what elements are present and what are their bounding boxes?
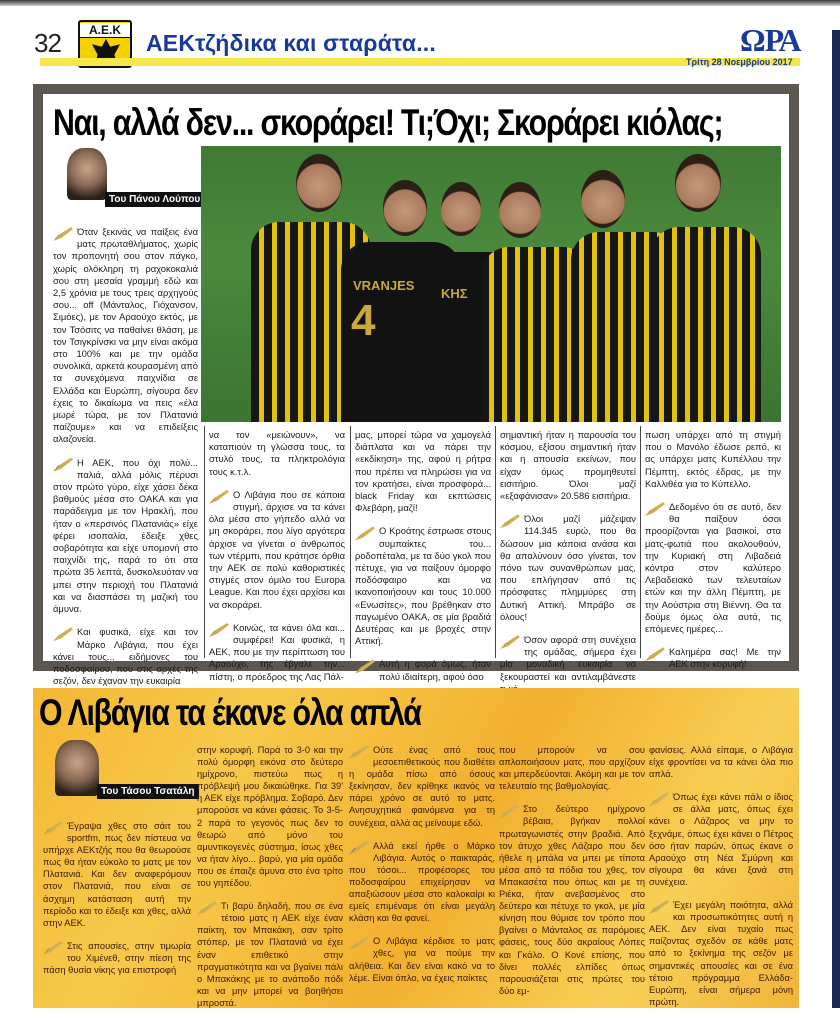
jersey-name: VRANJES xyxy=(353,278,415,293)
author-avatar xyxy=(55,740,99,796)
article-main xyxy=(33,84,799,687)
player-figure xyxy=(651,227,761,422)
pen-icon xyxy=(645,502,665,516)
article-secondary-column-5 xyxy=(649,744,793,1019)
page-edge-bar xyxy=(832,30,840,1014)
paragraph: πωση υπάρχει από τη στιγμή που ο Μανόλο έδωσε ρεπό, κι ας υπάρχει ματς Κυπέλλου την Πέμπτη, εκτός έδρας, με την Καλλιθέα για το Κύπελλο. xyxy=(645,429,781,489)
player-head xyxy=(675,154,721,212)
paragraph: Αλλά εκεί ήρθε ο Μάρκο Λιβάγια. Αυτός ο παικταράς, που τόσοι... προφέσορες του ποδοσφαίρου επιχείρησαν να απαξιώσουν μέσα στο καλοκαίρι κι εμείς επιμέναμε ότι είναι μεγάλη κλάση και θα φανεί. xyxy=(349,840,495,924)
article-secondary-column-2 xyxy=(197,744,343,1020)
paragraph: Κοινώς, τα κάνει όλα και... συμφέρει! Και φυσικά, η ΑΕΚ, που με την περίπτωση του Αραούχο, της έβγαλε την... πίστη, ο πρόεδρος της Λας Πάλ- xyxy=(209,621,345,682)
paragraph: Έγραψα χθες στο σάιτ του sportfm, πως δεν πίστευα να υπήρχε ΑΕΚτζής που θα θεωρούσε πως θα ήταν εύκολο το ματς με τον Πλατανιά. Και δεν αναφερόμουν στον Πλατανιά, που είναι σε άσχημη κατάσταση αυτή την περίοδο και το έδειξε και χθες, αλλά στην ΑΕΚ. xyxy=(43,821,191,928)
article-main-column-3 xyxy=(355,429,491,694)
pen-icon xyxy=(53,227,73,241)
author-name: Του Πάνου Λούπου xyxy=(105,192,204,207)
paragraph: που μπορούν να σου απλοποιήσουν ματς, που αρχίζουν και μπερδεύονται. Ακόμη και με τον τελευταίο της βαθμολογίας. xyxy=(499,745,645,792)
pen-icon xyxy=(649,900,669,914)
newspaper-brand: ΩΡΑ xyxy=(740,22,801,58)
column-divider xyxy=(350,426,351,658)
paragraph: να τον «μειώνουν», να καταπιούν τη γλώσσα τους, τα στυλό τους, τα πληκτρολόγια τους κ.τ.λ. xyxy=(209,429,345,477)
author-name: Του Τάσου Τσατάλη xyxy=(97,784,199,799)
paragraph: Όλοι μαζί μάζεψαν 114.345 ευρώ, που θα δώσουν μια κάποια ανάσα και θα απαλύνουν όσο γίνεται, τον πόνο των συνανθρώπων μας, που επλήγησαν από τις πρόσφατες πλημμύρες στη Δυτική Αττική. Μπράβο σε όλους! xyxy=(500,513,636,622)
article-main-column-2 xyxy=(209,429,345,694)
pen-icon xyxy=(355,659,375,673)
paragraph: Έχει μεγάλη ποιότητα, αλλά και προσωπικότητες αυτή η ΑΕΚ. Δεν είναι τυχαίο πως παίζοντας σχεδόν σε κάθε ματς από το ξεκίνημα της σεζόν με σημαντικές απουσίες και σε ένα τέτοιο πρόγραμμα Ελλάδα-Ευρώπη, είναι σήμερα μόνη πρώτη. xyxy=(649,900,793,1007)
pen-icon xyxy=(209,490,229,504)
player-head xyxy=(581,170,625,228)
paragraph: σημαντική ήταν η παρουσία του κόσμου, εξίσου σημαντική ήταν και η απουσία εκείνων, που είχαν όμως προμηθευτεί εισιτήριο. Όλοι μαζί «εξαφάνισαν» 20.586 εισιτήρια. xyxy=(500,429,636,502)
issue-date: Τρίτη 28 Νοεμβρίου 2017 xyxy=(686,57,793,67)
paragraph: Αυτή η φορά όμως, ήταν πολύ ιδιαίτερη, αφού όσο xyxy=(355,658,491,682)
paragraph: μας, μπορεί τώρα να χαμογελά διάπλατα και να πάρει την «εκδίκηση» της, αφού η ρήτρα που πρέπει να πληρώσει για να τον κρατήσει, είναι προσφορά... black Friday και εκπτώσεις Φλεβάρη, μαζί! xyxy=(355,429,491,514)
jersey-number: 4 xyxy=(351,296,376,345)
pen-icon xyxy=(349,745,369,759)
paragraph: Ο Κροάτης έστρωσε στους συμπαίκτες του... ροδοπέταλα, με τα δύο γκολ που πέτυχε, για να παίξουν όμορφο ποδόσφαιρο και να ικανοποιήσουν και τους 10.000 «Ενωσίτες», που βρέθηκαν στο παγωμένο ΟΑΚΑ, σε μία βραδιά Δευτέρας και με βροχές στην Αττική. xyxy=(355,525,491,647)
article-secondary-headline: Ο Λιβάγια τα έκανε όλα απλά xyxy=(39,692,421,733)
article-main-column-4 xyxy=(500,429,636,706)
paragraph: Ο Λιβάγια κέρδισε το ματς χθες, για να πούμε την αλήθεια. Και δεν είναι κακό να το λέμε. Είναι όπλο, να έχεις παίκτες xyxy=(349,936,495,983)
aek-logo-text: Α.Ε.Κ xyxy=(80,23,130,38)
article-secondary-column-1 xyxy=(43,820,191,987)
paragraph: Και φυσικά, είχε και τον Μάρκο Λιβάγια, που έχει κάνει τους... ειδήμονες του ποδοσφαίρου, που στις αρχές της σεζόν, δεν έχαναν την ευκαιρία xyxy=(53,626,198,687)
page-bottom-margin xyxy=(0,1008,840,1014)
column-divider xyxy=(640,426,641,658)
pen-icon xyxy=(43,941,63,955)
article-secondary-column-3 xyxy=(349,744,495,995)
pen-icon xyxy=(349,936,369,950)
article-main-headline: Ναι, αλλά δεν... σκοράρει! Τι;Όχι; Σκοράρει κιόλας; xyxy=(53,102,723,143)
pen-icon xyxy=(53,627,73,641)
paragraph: Ο Λιβάγια που σε κάποια στιγμή, άρχισε να τα κάνει όλα μέσα στο γήπεδο αλλά να μη σκοράρει, που λίγο αργότερα άρχισε να γίνεται ο άνθρωπος των ντέρμπι, που κράτησε όρθια την ΑΕΚ σε πολύ καθοριστικές στιγμές στον όμιλο του Europa League. Και που έχει αρχίσει και να σκοράρει. xyxy=(209,488,345,610)
pen-icon xyxy=(349,841,369,855)
jersey-name: ΚΗΣ xyxy=(441,286,468,301)
paragraph: Καλημέρα σας! Με την ΑΕΚ στην κορυφή! xyxy=(645,646,781,670)
paragraph: Στο δεύτερο ημίχρονο βέβαια, βγήκαν πολλοί πρωταγωνιστές στην βραδιά. Από τον άτυχο χθες Λάζαρο που δεν ήθελε η μπάλα να μπει με τίποτα μέσα από τα πόδια του χθες, τον Μπακασέτα που όπως και με τη Ριέκα, ήταν ανεβασμένος στο δεύτερο και πέτυχε το γκολ, με μία κίνηση που θύμισε τον τρόπο που βγαίνει ο Μάνταλος σε παρόμοιες φάσεις, τους δύο ακραίους Λόπες και Γκάλο. Ο Κονέ επίσης, που δίνει πολλές ελπίδες όπως παρουσιάζεται στις πρώτες του δύο εμ- xyxy=(499,804,645,996)
article-main-column-1 xyxy=(53,226,198,698)
paragraph: Όσον αφορά στη συνέχεια της ομάδας, σήμερα έχει μία μοναδική ευκαιρία να ξεκουραστεί και αντιλαμβάνεστε xyxy=(500,634,636,682)
paragraph: φανίσεις. Αλλά είπαμε, ο Λιβάγια είχε φροντίσει να τα κάνει όλα πιο απλά. xyxy=(649,745,793,780)
pen-icon xyxy=(209,623,229,637)
page-number: 32 xyxy=(34,28,61,58)
team-celebration-photo xyxy=(201,146,781,422)
author-avatar xyxy=(67,148,107,200)
pen-icon xyxy=(649,792,669,806)
pen-icon xyxy=(645,647,665,661)
paragraph: στην κορυφή. Παρά το 3-0 και την πολύ όμορφη εικόνα στο δεύτερο ημίχρονο, πιστεύω πως η πρόβλεψή μου δικαιώθηκε. Για 39' η ΑΕΚ είχε πρόβλημα. Σοβαρό. Δεν μπορούσε να κάνει φάσεις. Το 3-5-2 παρά το γεγονός πως δεν το θεωρώ από μόνο του αμυντικογενές σύστημα, ίσως χθες να ήταν λίγο... βαρύ, για μία ομάδα που σε έπαιζε άμυνα στο ένα τρίτο του γηπέδου. xyxy=(197,745,343,889)
paragraph: Ούτε ένας από τους μεσοεπιθετικούς που διαθέτει η ομάδα πίσω από όσους ξεκίνησαν, δεν κρίθηκε ικανός να πάρει χρόνο σε αυτό το ματς. Ανησυχητικά φαινόμενα για τη συνέχεια, αλλά ας μείνουμε εδώ. xyxy=(349,745,495,828)
column-divider xyxy=(204,426,205,658)
article-secondary xyxy=(33,688,799,1008)
pen-icon xyxy=(53,458,73,472)
paragraph: Δεδομένο ότι σε αυτό, δεν θα παίξουν όσοι προορίζονται για βασικοί, στα ματς-φωτιά που ακολουθούν, την Κυριακή στη Λιβαδειά κόντρα στον καλύτερο Λεβαδειακό των τελευταίων ετών και την άλλη Πέμπτη, με την Αούστρια στη Βιέννη. Θα τα δούμε όμως όλα αυτά, τις επόμενες ημέρες... xyxy=(645,501,781,635)
pen-icon xyxy=(499,804,519,818)
pen-icon xyxy=(355,526,375,540)
paragraph: Στις απουσίες, στην τιμωρία του Χιμένεθ, στην πίεση της πάση θυσία νίκης για επιστροφή xyxy=(43,940,191,976)
player-head xyxy=(441,182,481,236)
author-byline xyxy=(41,740,195,802)
pen-icon xyxy=(197,901,217,915)
pen-icon xyxy=(500,514,520,528)
section-title: ΑΕΚτζήδικα και σταράτα... xyxy=(146,30,436,56)
paragraph: Η ΑΕΚ, που όχι πολύ... παλιά, αλλά μόλις πέρυσι στον πρώτο γύρο, είχε χάσει δέκα βαθμούς μέσα στο ΟΑΚΑ και για παράδειγμα με τον Ηρακλή, που ήταν ο «περσινός Πλατανιάς» είχε φέρει ισοπαλία, έδειξε χθες σοβαρότητα και είχε υπομονή στο παιχνίδι της, παρά το ότι στα πρώτα 35 λεπτά, δυσκολευόταν να μπει στην περιοχή του Πλατανιά και να διασπάσει τη μαζική του άμυνα. xyxy=(53,456,198,615)
player-head xyxy=(296,154,342,212)
page-top-rule xyxy=(0,0,840,6)
paragraph: Όταν ξεκινάς να παίξεις ένα ματς πρωταθλήματος, χωρίς τον προπονητή σου στον πάγκο, χωρίς ολόκληρη τη ραχοκοκαλιά σου στη μεσαία γραμμή εδώ και 2,5 χρόνια με τους τρεις αρχηγούς σου... off (Μάνταλος, Γιόχανσον, Σιμόες), με τον Αραούχο εκτός, με τον Τσόσιτς να παθαίνει θλάση, με τον Τσιγκρίνσκι να μην είναι ακόμα στο 100% και με την ομάδα συνολικά, αρκετά κουρασμένη από τα συνεχόμενα παιχνίδια σε Ελλάδα και Ευρώπη, σίγουρα δεν έχεις το δικαίωμα να πεις «έλα μωρέ τώρα, με τον Πλατανιά παίζουμε» και να επιδείξεις αλαζονεία. xyxy=(53,226,198,445)
pen-icon xyxy=(500,635,520,649)
player-head xyxy=(383,180,427,236)
article-secondary-column-4 xyxy=(499,744,645,1008)
paragraph: Τι βαρύ δηλαδή, που σε ένα τέτοιο ματς η ΑΕΚ είχε έναν παίκτη, τον Μπακάκη, σαν τρίτο στόπερ, με τον Πλατανιά να έχει έναν επιθετικό στην πραγματικότητα και να βγαίνει πάλι ο Μπακάκης με το ανάποδο πόδι και να μην μπορεί να βοηθήσει μπροστά. xyxy=(197,901,343,1008)
author-byline xyxy=(53,148,201,210)
column-divider xyxy=(495,426,496,658)
player-head xyxy=(499,182,541,238)
article-main-inner xyxy=(43,94,789,687)
article-main-column-5 xyxy=(645,429,781,682)
paragraph: Όπως έχει κάνει πάλι ο ίδιος σε άλλα ματς, όπως έχει κάνει ο Λάζαρος να μην το ξεχνάμε, όπως έχει κάνει ο Πέτρος όσο ήταν παρών, όπως έκανε ο Αραούχο στη Νέα Σμύρνη και σίγουρα θα κάνει ξανά στη συνέχεια. xyxy=(649,792,793,887)
pen-icon xyxy=(43,821,63,835)
